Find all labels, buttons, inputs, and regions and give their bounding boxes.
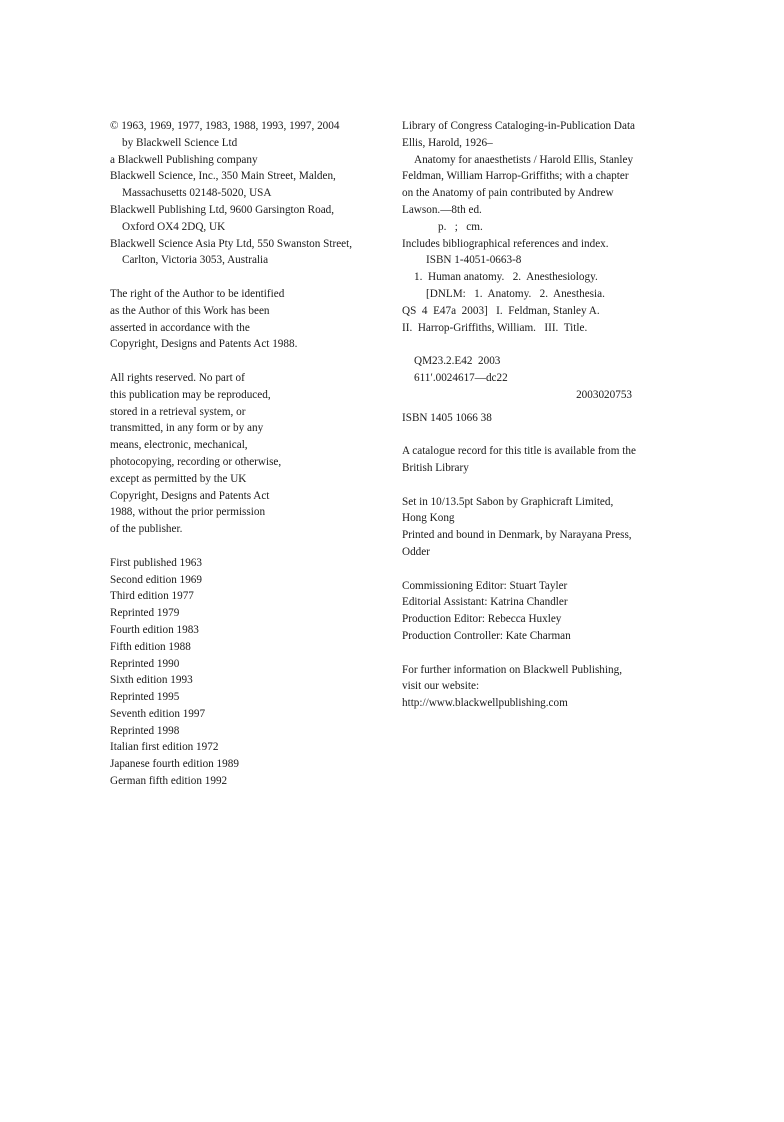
edition-item: Italian first edition 1972 — [110, 741, 219, 754]
lccn: 2003020753 — [576, 388, 632, 401]
edition-item: Sixth edition 1993 — [110, 674, 193, 687]
cip-line: p. ; cm. — [438, 220, 483, 233]
staff-item: Production Controller: Kate Charman — [402, 629, 571, 642]
text-line: The right of the Author to be identified — [110, 287, 285, 300]
text-line: this publication may be reproduced, — [110, 388, 271, 401]
text-line: For further information on Blackwell Publishing, — [402, 663, 622, 676]
text-line: 1988, without the prior permission — [110, 506, 266, 519]
cip-line: QS 4 E47a 2003] I. Feldman, Stanley A. — [402, 304, 600, 317]
classification-line: QM23.2.E42 2003 — [414, 355, 501, 368]
edition-item: Reprinted 1998 — [110, 724, 180, 737]
edition-item: Seventh edition 1997 — [110, 707, 206, 720]
copyright-years: © 1963, 1969, 1977, 1983, 1988, 1993, 1997, 2004 — [110, 120, 340, 132]
text-line: Copyright, Designs and Patents Act 1988. — [110, 338, 298, 351]
edition-item: Japanese fourth edition 1989 — [110, 758, 239, 771]
classification-block — [402, 353, 674, 403]
edition-item: Reprinted 1995 — [110, 691, 180, 704]
edition-item: Reprinted 1979 — [110, 607, 180, 620]
text-line: of the publisher. — [110, 523, 183, 536]
staff-block — [402, 578, 674, 645]
text-line: photocopying, recording or otherwise, — [110, 455, 282, 468]
text-line: Printed and bound in Denmark, by Narayana Press, — [402, 529, 632, 542]
text-line: Hong Kong — [402, 512, 455, 525]
text-line: British Library — [402, 461, 469, 474]
text-line: transmitted, in any form or by any — [110, 422, 264, 435]
cip-line: II. Harrop-Griffiths, William. III. Title. — [402, 321, 588, 334]
website-link[interactable]: http://www.blackwellpublishing.com — [402, 697, 568, 710]
typesetting-block — [402, 494, 674, 561]
cip-line: Includes bibliographical references and index. — [402, 237, 609, 250]
left-column — [110, 118, 380, 790]
rights-reserved-block — [110, 370, 380, 538]
catalogue-record-block — [402, 443, 674, 477]
edition-item: Fourth edition 1983 — [110, 623, 199, 636]
author-rights-block — [110, 286, 380, 353]
publisher-company: a Blackwell Publishing company — [110, 153, 258, 166]
text-line: stored in a retrieval system, or — [110, 405, 246, 418]
cip-heading: Library of Congress Cataloging-in-Publication Data — [402, 120, 636, 132]
edition-item: Second edition 1969 — [110, 573, 202, 586]
address-line: Massachusetts 02148-5020, USA — [122, 187, 272, 200]
text-line: asserted in accordance with the — [110, 321, 250, 334]
classification-line: 611′.0024617—dc22 — [414, 371, 508, 384]
cip-line: 1. Human anatomy. 2. Anesthesiology. — [414, 271, 598, 284]
address-line: Blackwell Science Asia Pty Ltd, 550 Swanston Street, — [110, 237, 353, 250]
text-line: except as permitted by the UK — [110, 472, 247, 485]
address-line: Carlton, Victoria 3053, Australia — [122, 254, 269, 267]
edition-history — [110, 555, 380, 790]
copyright-holder: by Blackwell Science Ltd — [122, 136, 238, 149]
further-info-block — [402, 662, 674, 712]
text-line: visit our website: — [402, 680, 480, 693]
text-line: A catalogue record for this title is available from the — [402, 445, 636, 458]
cip-data-block — [402, 118, 674, 336]
text-line: Set in 10/13.5pt Sabon by Graphicraft Limited, — [402, 495, 614, 508]
edition-item: Reprinted 1990 — [110, 657, 180, 670]
address-line: Blackwell Science, Inc., 350 Main Street, Malden, — [110, 170, 336, 183]
staff-item: Production Editor: Rebecca Huxley — [402, 613, 562, 626]
right-column — [402, 118, 674, 712]
edition-item: German fifth edition 1992 — [110, 775, 228, 788]
edition-item: First published 1963 — [110, 556, 202, 569]
cip-line: Anatomy for anaesthetists / Harold Ellis, Stanley — [414, 153, 634, 166]
cip-line: Lawson.—8th ed. — [402, 203, 482, 216]
address-line: Blackwell Publishing Ltd, 9600 Garsington Road, — [110, 203, 335, 216]
isbn: ISBN 1405 1066 38 — [402, 411, 492, 424]
cip-line: [DNLM: 1. Anatomy. 2. Anesthesia. — [426, 287, 605, 300]
cip-line: on the Anatomy of pain contributed by Andrew — [402, 187, 614, 200]
edition-item: Fifth edition 1988 — [110, 640, 191, 653]
cip-line: Feldman, William Harrop-Griffiths; with a chapter — [402, 170, 629, 183]
staff-item: Editorial Assistant: Katrina Chandler — [402, 596, 568, 609]
text-line: as the Author of this Work has been — [110, 304, 270, 317]
text-line: Odder — [402, 545, 430, 558]
text-line: All rights reserved. No part of — [110, 371, 245, 384]
text-line: Copyright, Designs and Patents Act — [110, 489, 270, 502]
cip-line: Ellis, Harold, 1926– — [402, 136, 493, 149]
address-line: Oxford OX4 2DQ, UK — [122, 220, 226, 233]
cip-isbn: ISBN 1-4051-0663-8 — [426, 254, 522, 267]
copyright-block — [110, 118, 380, 269]
text-line: means, electronic, mechanical, — [110, 439, 248, 452]
staff-item: Commissioning Editor: Stuart Tayler — [402, 579, 568, 592]
edition-item: Third edition 1977 — [110, 590, 194, 603]
